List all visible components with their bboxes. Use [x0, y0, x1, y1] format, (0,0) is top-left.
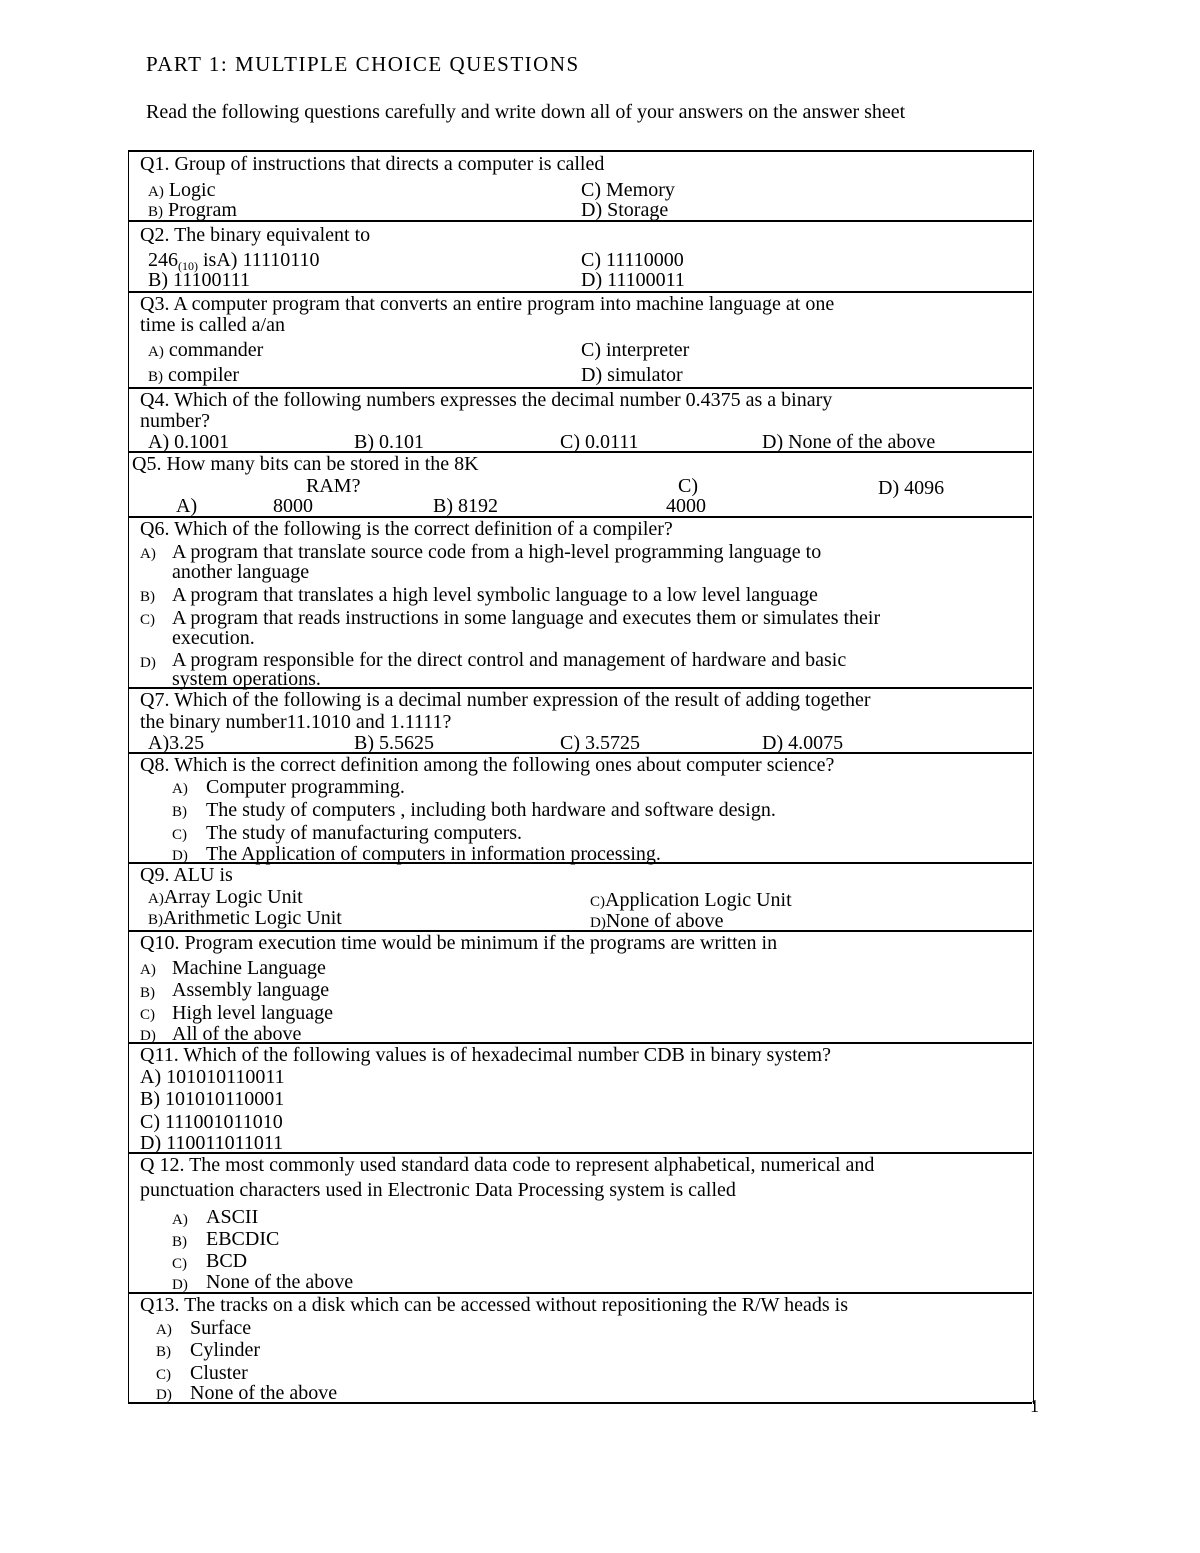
instruction-text: Read the following questions carefully and write down all of your answers on the answer sheet: [146, 101, 906, 123]
option-b-letter: B): [172, 804, 187, 820]
option-a-label: A): [176, 495, 198, 517]
option-d-cont: system operations.: [172, 668, 321, 690]
option-d: None of the above: [190, 1382, 338, 1404]
option-a: A program that translate source code from a high-level programming language to: [172, 541, 822, 563]
option-a-letter: A): [140, 962, 156, 978]
question-stem: Q8. Which is the correct definition among the following ones about computer science?: [140, 754, 835, 776]
option-b: EBCDIC: [206, 1228, 280, 1250]
option-c-letter: C): [172, 1256, 187, 1272]
question-stem: Q13. The tracks on a disk which can be accessed without repositioning the R/W heads is: [140, 1294, 848, 1316]
question-stem-line: Q 12. The most commonly used standard data code to represent alphabetical, numerical and: [140, 1154, 875, 1176]
option-d: D) 11100011: [581, 269, 685, 291]
question-stem-line: the binary number11.1010 and 1.1111?: [140, 711, 452, 733]
option-a: Computer programming.: [206, 776, 405, 798]
question-block-7: [128, 687, 1032, 752]
option-a: A) Logic: [148, 179, 216, 201]
question-stem-line: punctuation characters used in Electronic Data Processing system is called: [140, 1179, 736, 1201]
option-c: C) interpreter: [581, 339, 690, 361]
option-c: BCD: [206, 1250, 248, 1272]
option-d: D) simulator: [581, 364, 683, 386]
option-b-letter: B): [172, 1234, 187, 1250]
question-stem: Q6. Which of the following is the correct definition of a compiler?: [140, 518, 673, 540]
option-c: C) Memory: [581, 179, 675, 201]
option-b: The study of computers , including both hardware and software design.: [206, 799, 776, 821]
option-a: A) 0.1001: [148, 431, 230, 453]
option-c: High level language: [172, 1002, 334, 1024]
question-stem-line: number?: [140, 410, 210, 432]
option-c-cont: execution.: [172, 627, 255, 649]
option-c-letter: C): [156, 1367, 171, 1383]
question-block-4: [128, 387, 1032, 451]
option-a: $246_{(10)}$ isA) 11110110: [148, 249, 320, 273]
option-a-cont: another language: [172, 561, 310, 583]
option-a-letter: A): [156, 1322, 172, 1338]
option-a-letter: A): [172, 1212, 188, 1228]
question-stem: Q10. Program execution time would be minimum if the programs are written in: [140, 932, 778, 954]
question-stem: Q5. How many bits can be stored in the 8K: [132, 453, 479, 475]
option-a-value: 8000: [273, 495, 313, 517]
option-b: B) 8192: [433, 495, 498, 517]
option-a: Machine Language: [172, 957, 326, 979]
page-heading: PART 1: MULTIPLE CHOICE QUESTIONS: [146, 52, 580, 76]
option-d: D) None of the above: [762, 431, 936, 453]
option-d: D) Storage: [581, 199, 669, 221]
option-a: A)3.25: [148, 732, 205, 754]
option-c: C) 0.0111: [560, 431, 639, 453]
option-c-letter: C): [140, 612, 155, 628]
option-b-letter: B): [140, 589, 155, 605]
option-b: B) 5.5625: [354, 732, 434, 754]
question-block-5: [128, 451, 1032, 516]
option-b: A program that translates a high level symbolic language to a low level language: [172, 584, 818, 606]
question-stem-line: Q3. A computer program that converts an entire program into machine language at one: [140, 293, 835, 315]
option-c: The study of manufacturing computers.: [206, 822, 523, 844]
question-block-6: [128, 516, 1032, 690]
option-b: B) compiler: [148, 364, 240, 386]
option-c-label: C): [678, 475, 698, 497]
option-a: A)Array Logic Unit: [148, 886, 303, 908]
option-a-letter: A): [172, 781, 188, 797]
option-d-letter: D): [172, 1277, 188, 1293]
option-b: B)Arithmetic Logic Unit: [148, 907, 342, 929]
option-d: A program responsible for the direct control and management of hardware and basic: [172, 649, 847, 671]
question-block-10: [128, 930, 1032, 1045]
question-stem: Q9. ALU is: [140, 864, 233, 886]
option-a: A) commander: [148, 339, 264, 361]
option-b: B) 101010110001: [140, 1088, 285, 1110]
question-block-3: [128, 291, 1032, 387]
question-block-1: [128, 150, 1032, 220]
question-block-13: [128, 1292, 1032, 1404]
option-d: All of the above: [172, 1023, 302, 1045]
question-stem-line: time is called a/an: [140, 314, 285, 336]
question-stem-line: Q4. Which of the following numbers expresses the decimal number 0.4375 as a binary: [140, 389, 833, 411]
option-b-letter: B): [140, 985, 155, 1001]
option-c-letter: C): [172, 827, 187, 843]
option-d: D) 4.0075: [762, 732, 844, 754]
option-b: Cylinder: [190, 1339, 260, 1361]
question-block-11: [128, 1042, 1032, 1152]
option-c-value: 4000: [666, 495, 706, 517]
option-d: The Application of computers in information processing.: [206, 843, 661, 865]
option-b: Assembly language: [172, 979, 330, 1001]
option-d: D)None of above: [590, 910, 724, 932]
option-c: C) 11110000: [581, 249, 684, 271]
question-stem: Q11. Which of the following values is of hexadecimal number CDB in binary system?: [140, 1044, 831, 1066]
option-b: B) 11100111: [148, 269, 251, 291]
question-block-8: [128, 752, 1032, 865]
option-b: B) 0.101: [354, 431, 424, 453]
option-a: A) 101010110011: [140, 1066, 285, 1088]
option-a-letter: A): [140, 546, 156, 562]
question-stem: Q1. Group of instructions that directs a computer is called: [140, 153, 605, 175]
option-d-letter: D): [140, 655, 156, 671]
option-d-letter: D): [172, 848, 188, 864]
option-c: Cluster: [190, 1362, 248, 1384]
option-b-letter: B): [156, 1344, 171, 1360]
option-d: None of the above: [206, 1271, 354, 1293]
question-block-9: [128, 862, 1032, 930]
option-d-letter: D): [140, 1028, 156, 1044]
question-block-12: [128, 1152, 1032, 1292]
option-a: Surface: [190, 1317, 252, 1339]
question-stem-line: Q7. Which of the following is a decimal number expression of the result of adding together: [140, 689, 871, 711]
question-stem: Q2. The binary equivalent to: [140, 224, 371, 246]
page-number: 1: [1030, 1396, 1039, 1416]
question-block-2: [128, 220, 1032, 291]
option-d-letter: D): [156, 1387, 172, 1403]
option-c: C)Application Logic Unit: [590, 889, 792, 911]
option-c: A program that reads instructions in some language and executes them or simulates their: [172, 607, 881, 629]
option-c: C) 111001011010: [140, 1111, 283, 1133]
option-a: ASCII: [206, 1206, 259, 1228]
option-d: D) 110011011011: [140, 1132, 284, 1154]
question-stem-line: RAM?: [306, 475, 361, 497]
option-c-letter: C): [140, 1007, 155, 1023]
option-b: B) Program: [148, 199, 237, 221]
option-c: C) 3.5725: [560, 732, 640, 754]
option-d: D) 4096: [878, 477, 945, 499]
